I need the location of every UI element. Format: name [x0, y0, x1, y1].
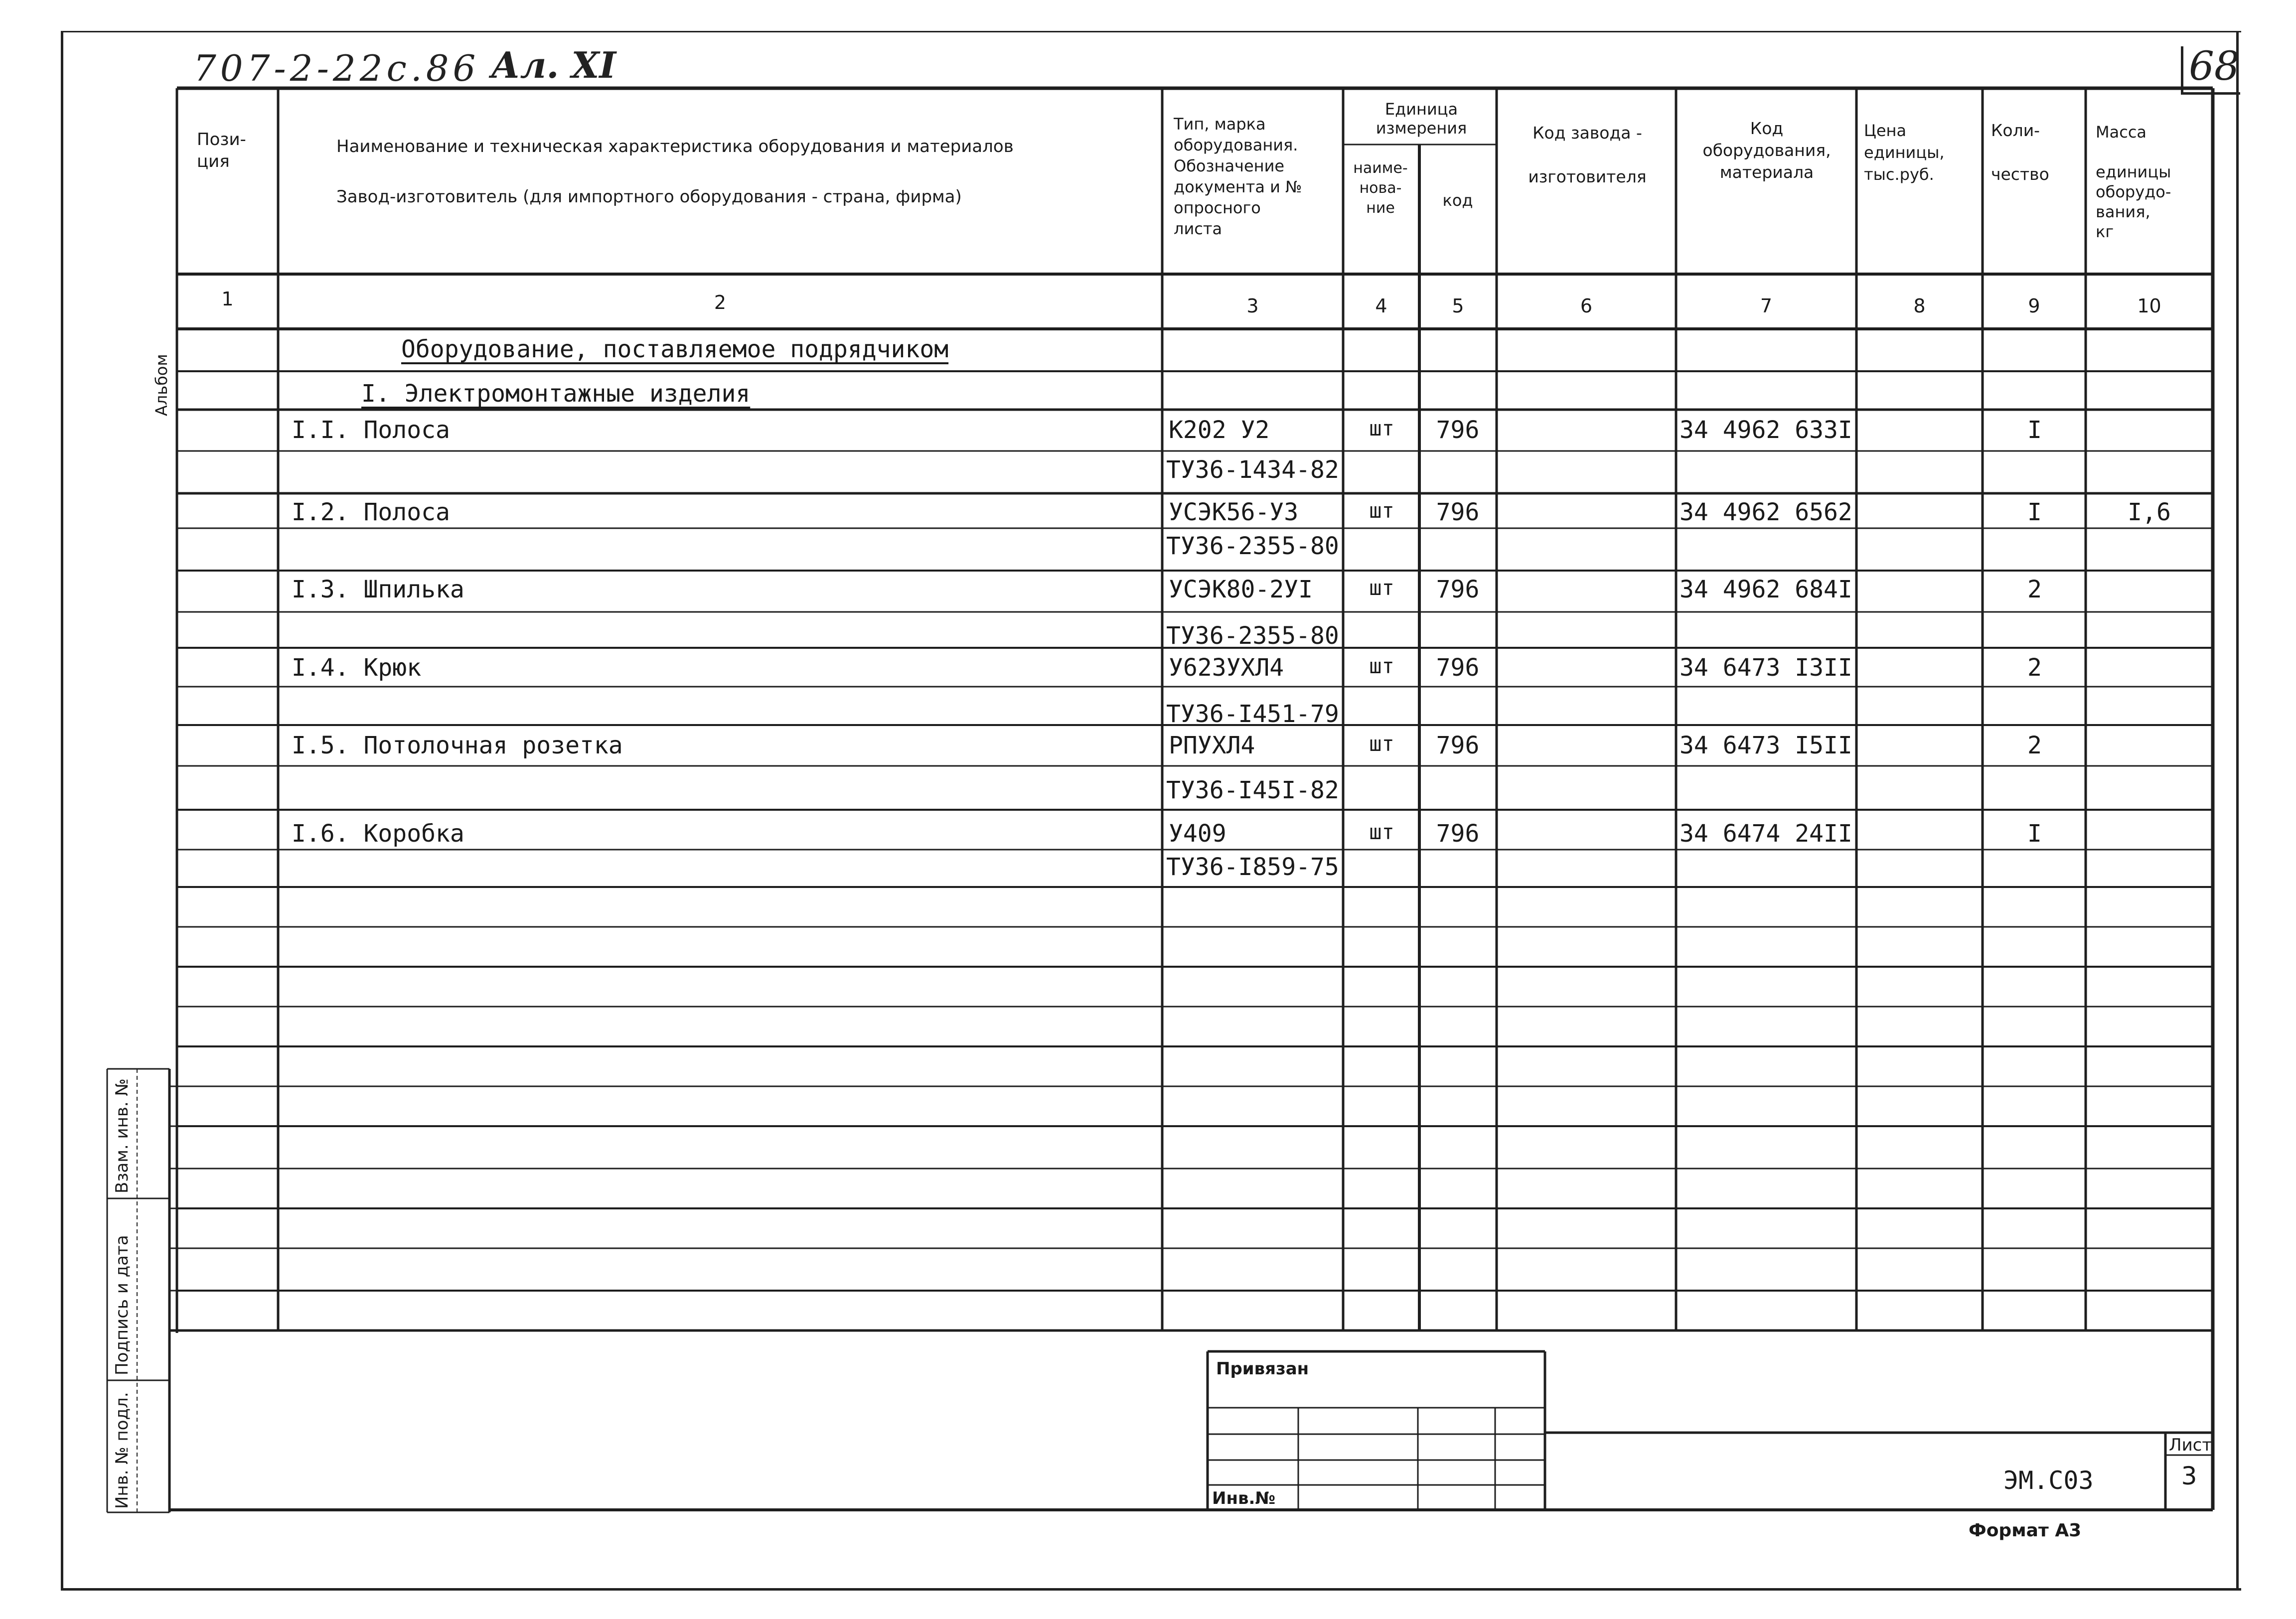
- row-type: У409: [1169, 820, 1226, 848]
- row-type: У623УХЛ4: [1169, 654, 1284, 682]
- row-unit: шт: [1369, 732, 1394, 756]
- row-equip-code: 34 6473 I5II: [1680, 732, 1852, 759]
- col-num-3: 3: [1246, 295, 1259, 317]
- col7-header: Код оборудования, материала: [1702, 119, 1831, 182]
- row-unit-code: 796: [1436, 416, 1480, 444]
- section-title: Оборудование, поставляемое подрядчиком: [401, 335, 949, 363]
- col-num-7: 7: [1760, 295, 1773, 317]
- side-label-inv-vzam: Взам. инв. №: [112, 1078, 132, 1193]
- row-type: К202 У2: [1169, 416, 1270, 444]
- row-qty: I: [2027, 820, 2042, 848]
- row-name: I.2. Полоса: [292, 498, 450, 526]
- stamp-inv-no: Инв.№: [1212, 1488, 1276, 1508]
- row-unit: шт: [1369, 820, 1394, 844]
- subsection-title: I. Электромонтажные изделия: [361, 380, 751, 408]
- row-name: I.I. Полоса: [292, 416, 450, 444]
- doc-code: 707-2-22с.86: [193, 47, 480, 89]
- row-unit: шт: [1369, 654, 1394, 678]
- row-qty: I: [2027, 498, 2042, 526]
- col1-header: Пози- ция: [197, 130, 246, 171]
- row-qty: 2: [2027, 654, 2042, 682]
- row-unit: шт: [1369, 498, 1394, 523]
- row-type: РПУХЛ4: [1169, 732, 1255, 759]
- row-type: УСЭК56-У3: [1169, 498, 1299, 526]
- row-unit-code: 796: [1436, 732, 1480, 759]
- row-unit-code: 796: [1436, 654, 1480, 682]
- row-type: УСЭК80-2УI: [1169, 576, 1313, 603]
- sheet-number: 3: [2181, 1462, 2197, 1490]
- col-num-10: 10: [2137, 295, 2161, 317]
- row-equip-code: 34 6474 24II: [1680, 820, 1852, 848]
- row-unit: шт: [1369, 416, 1394, 441]
- side-label-sign-date: Подпись и дата: [112, 1235, 132, 1375]
- col2-header-line2: Завод-изготовитель (для импортного оборудования - страна, фирма): [336, 187, 962, 207]
- doc-designation: ЭМ.С03: [2003, 1466, 2094, 1495]
- col6-header: Код завода - изготовителя: [1528, 123, 1647, 186]
- side-label-album: Альбом: [152, 354, 171, 416]
- row-doc: ТУ36-2355-80: [1166, 532, 1339, 560]
- row-unit-code: 796: [1436, 576, 1480, 603]
- row-unit: шт: [1369, 576, 1394, 600]
- row-equip-code: 34 6473 I3II: [1680, 654, 1852, 682]
- row-doc: ТУ36-I45I-82: [1166, 776, 1339, 804]
- row-doc: ТУ36-2355-80: [1166, 622, 1339, 650]
- col4-header: наиме- нова- ние: [1353, 159, 1408, 217]
- col-num-2: 2: [714, 292, 727, 313]
- unit-group-header: Единица измерения: [1376, 100, 1467, 138]
- stamp-privyazan: Привязан: [1216, 1359, 1309, 1379]
- row-equip-code: 34 4962 633I: [1680, 416, 1852, 444]
- row-equip-code: 34 4962 6562: [1680, 498, 1852, 526]
- row-doc: ТУ36-I451-79: [1166, 700, 1339, 728]
- row-unit-code: 796: [1436, 820, 1480, 848]
- row-qty: 2: [2027, 732, 2042, 759]
- row-qty: 2: [2027, 576, 2042, 603]
- row-name: I.5. Потолочная розетка: [292, 732, 623, 759]
- col-num-9: 9: [2028, 295, 2040, 317]
- row-doc: ТУ36-I859-75: [1166, 853, 1339, 881]
- col2-header: Наименование и техническая характеристика оборудования и материалов: [336, 137, 1014, 156]
- album-mark: Ал. XI: [491, 44, 616, 86]
- row-name: I.3. Шпилька: [292, 576, 464, 603]
- col-num-6: 6: [1580, 295, 1593, 317]
- row-equip-code: 34 4962 684I: [1680, 576, 1852, 603]
- side-label-inv-podl: Инв. № подл.: [112, 1392, 132, 1509]
- row-name: I.4. Крюк: [292, 654, 422, 682]
- col-num-1: 1: [221, 288, 234, 310]
- format-label: Формат А3: [1969, 1520, 2082, 1541]
- row-unit-code: 796: [1436, 498, 1480, 526]
- sheet-label: Лист: [2169, 1435, 2212, 1455]
- row-qty: I: [2027, 416, 2042, 444]
- col10-header: Масса единицы оборудо- вания, кг: [2096, 123, 2171, 241]
- col-num-8: 8: [1913, 295, 1926, 317]
- row-doc: ТУ36-1434-82: [1166, 456, 1339, 484]
- row-mass: I,6: [2128, 498, 2171, 526]
- row-name: I.6. Коробка: [292, 820, 464, 848]
- col9-header: Коли- чество: [1991, 121, 2049, 184]
- page-number: 68: [2189, 43, 2240, 89]
- col3-header: Тип, марка оборудования. Обозначение документа и № опросного листа: [1174, 115, 1302, 238]
- col5-header: код: [1442, 191, 1473, 210]
- col-num-5: 5: [1452, 295, 1464, 317]
- col8-header: Цена единицы, тыс.руб.: [1864, 121, 1945, 184]
- col-num-4: 4: [1375, 295, 1387, 317]
